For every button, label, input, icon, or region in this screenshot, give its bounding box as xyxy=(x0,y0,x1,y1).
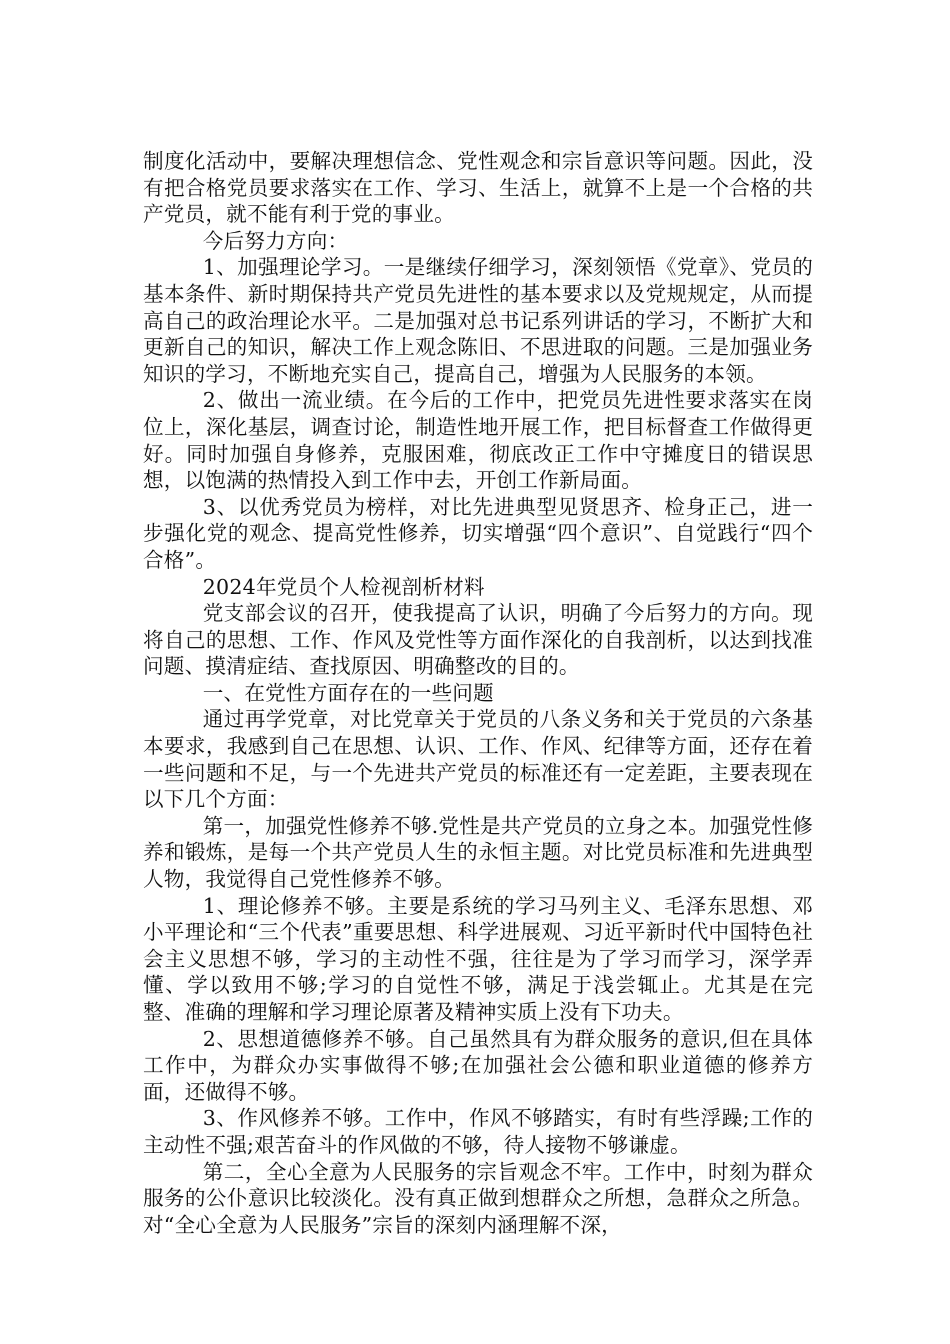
paragraph-moral-cultivation: 2、思想道德修养不够。自己虽然具有为群众服务的意识,但在具体工作中，为群众办实事做得不够;在加强社会公德和职业道德的修养方面，还做得不够。 xyxy=(143,1026,813,1104)
paragraph-relearning-charter: 通过再学党章，对比党章关于党员的八条义务和关于党员的六条基本要求，我感到自己在思想、认识、工作、作风、纪律等方面，还存在着一些问题和不足，与一个先进共产党员的标准还有一定差距，主要表现在以下几个方面： xyxy=(143,707,813,812)
document-subtitle: 2024年党员个人检视剖析材料 xyxy=(202,574,485,599)
paragraph-first-class-performance: 2、做出一流业绩。在今后的工作中，把党员先进性要求落实在岗位上，深化基层，调查讨论，制造性地开展工作，把目标督查工作做得更好。同时加强自身修养，克服困难，彻底改正工作中守摊度日的错误思想，以饱满的热情投入到工作中去，开创工作新局面。 xyxy=(143,388,813,493)
paragraph-theory-cultivation: 1、理论修养不够。主要是系统的学习马列主义、毛泽东思想、邓小平理论和“三个代表”重要思想、科学进展观、习近平新时代中国特色社会主义思想不够，学习的主动性不强，往往是为了学习而学习，深学弄懂、学以致用不够;学习的自觉性不够，满足于浅尝辄止。尤其是在完整、准确的理解和学习理论原著及精神实质上没有下功夫。 xyxy=(143,893,813,1024)
section-heading-party-issues: 一、在党性方面存在的一些问题 xyxy=(202,680,494,705)
paragraph-intro-continuation: 制度化活动中，要解决理想信念、党性观念和宗旨意识等问题。因此，没有把合格党员要求落实在工作、学习、生活上，就算不上是一个合格的共产党员，就不能有利于党的事业。 xyxy=(143,149,813,227)
paragraph-style-cultivation: 3、作风修养不够。工作中，作风不够踏实，有时有些浮躁;工作的主动性不强;艰苦奋斗的作风做的不够，待人接物不够谦虚。 xyxy=(143,1106,813,1157)
document-body xyxy=(143,148,813,1238)
paragraph-second-point: 第二，全心全意为人民服务的宗旨观念不牢。工作中，时刻为群众服务的公仆意识比较淡化。没有真正做到想群众之所想，急群众之所急。对“全心全意为人民服务”宗旨的深刻内涵理解不深， xyxy=(143,1159,813,1237)
paragraph-role-models: 3、以优秀党员为榜样，对比先进典型见贤思齐、检身正己，进一步强化党的观念、提高党性修养，切实增强“四个意识”、自觉践行“四个合格”。 xyxy=(143,494,813,572)
paragraph-meeting-intro: 党支部会议的召开，使我提高了认识，明确了今后努力的方向。现将自己的思想、工作、作风及党性等方面作深化的自我剖析，以达到找准问题、摸清症结、查找原因、明确整改的目的。 xyxy=(143,601,813,679)
paragraph-strengthen-theory: 1、加强理论学习。一是继续仔细学习，深刻领悟《党章》、党员的基本条件、新时期保持共产党员先进性的基本要求以及党规规定，从而提高自己的政治理论水平。二是加强对总书记系列讲话的学习，不断扩大和更新自己的知识，解决工作上观念陈旧、不思进取的问题。三是加强业务知识的学习，不断地充实自己，提高自己，增强为人民服务的本领。 xyxy=(143,255,813,386)
paragraph-first-point: 第一，加强党性修养不够.党性是共产党员的立身之本。加强党性修养和锻炼，是每一个共产党员人生的永恒主题。对比党员标准和先进典型人物，我觉得自己党性修养不够。 xyxy=(143,813,813,892)
section-heading-future-direction: 今后努力方向： xyxy=(202,228,349,253)
